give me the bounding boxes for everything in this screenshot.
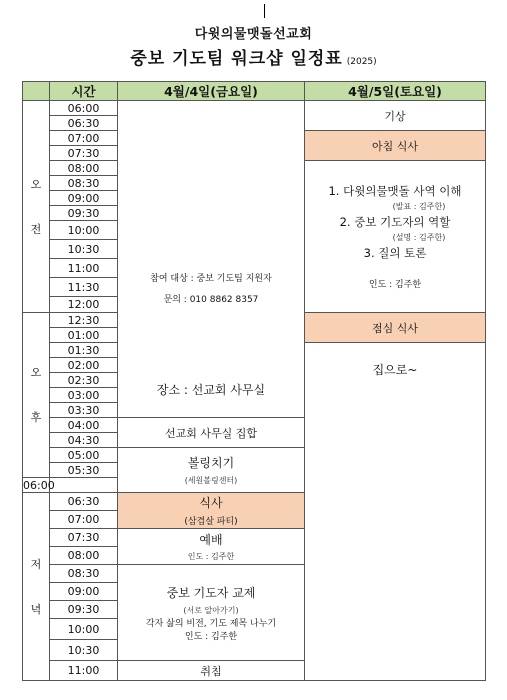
time-cell: 07:00 bbox=[50, 511, 118, 529]
time-cell: 11:00 bbox=[50, 259, 118, 278]
venue-text: 장소 : 선교회 사무실 bbox=[156, 382, 266, 397]
period-afternoon-char2: 후 bbox=[30, 411, 42, 424]
time-cell: 06:30 bbox=[50, 493, 118, 511]
time-cell: 10:30 bbox=[50, 640, 118, 661]
time-cell: 12:00 bbox=[50, 297, 118, 313]
time-cell: 02:00 bbox=[50, 358, 118, 373]
program-leader: 인도 : 김주한 bbox=[368, 279, 422, 290]
header-row bbox=[23, 82, 486, 101]
bowling-place: (세원볼링센터) bbox=[184, 476, 238, 485]
page-title bbox=[0, 44, 507, 69]
fellowship-cell bbox=[118, 565, 305, 661]
time-cell: 08:00 bbox=[50, 547, 118, 565]
time-cell: 05:30 bbox=[50, 463, 118, 478]
fellowship-detail: 각자 삶의 비전, 기도 제목 나누기 bbox=[145, 618, 277, 629]
schedule-table bbox=[22, 81, 486, 681]
worship-text: 예배 bbox=[199, 533, 223, 547]
time-cell: 04:30 bbox=[50, 433, 118, 448]
organization-name: 다윗의물맷돌선교회 bbox=[194, 27, 313, 42]
dinner-text: 식사 bbox=[199, 496, 223, 510]
title-text: 중보 기도팀 워크샵 일정표 bbox=[130, 49, 343, 69]
gather-cell: 선교회 사무실 집합 bbox=[118, 418, 305, 448]
time-cell: 09:30 bbox=[50, 206, 118, 221]
period-evening-char2: 녁 bbox=[30, 602, 42, 616]
time-cell: 07:30 bbox=[50, 146, 118, 161]
breakfast-cell: 아침 식사 bbox=[305, 131, 486, 161]
time-cell: 11:30 bbox=[50, 278, 118, 297]
day1-header: 4월/4일(금요일) bbox=[118, 82, 305, 101]
program-item-1-note: (발표 : 김주한) bbox=[392, 201, 446, 211]
contact-text: 문의 : 010 8862 8357 bbox=[163, 294, 259, 305]
dinner-cell bbox=[118, 493, 305, 529]
time-cell: 09:00 bbox=[50, 191, 118, 206]
time-cell: 08:00 bbox=[50, 161, 118, 176]
time-cell: 12:30 bbox=[50, 313, 118, 328]
period-header bbox=[23, 82, 50, 101]
time-cell: 02:30 bbox=[50, 373, 118, 388]
period-evening-char1: 저 bbox=[30, 557, 42, 571]
time-cell: 05:00 bbox=[50, 448, 118, 463]
time-cell: 10:00 bbox=[50, 619, 118, 640]
bedtime-cell: 취침 bbox=[118, 661, 305, 681]
text-cursor bbox=[264, 4, 265, 18]
time-cell: 10:30 bbox=[50, 240, 118, 259]
period-afternoon bbox=[23, 313, 50, 478]
time-cell: 04:00 bbox=[50, 418, 118, 433]
bowling-cell bbox=[118, 448, 305, 493]
day1-intro-cell bbox=[118, 101, 305, 418]
time-cell: 06:00 bbox=[50, 101, 118, 116]
day2-header: 4월/5일(토요일) bbox=[305, 82, 486, 101]
time-header: 시간 bbox=[50, 82, 118, 101]
time-cell: 06:00 bbox=[23, 478, 55, 492]
period-morning-char2: 전 bbox=[30, 222, 42, 236]
worship-leader: 인도 : 김주한 bbox=[187, 552, 235, 561]
fellowship-text: 중보 기도자 교제 bbox=[166, 585, 256, 600]
time-cell: 01:30 bbox=[50, 343, 118, 358]
time-cell: 06:30 bbox=[50, 116, 118, 131]
program-item-2: 2. 중보 기도자의 역할 bbox=[339, 214, 451, 229]
time-cell: 03:30 bbox=[50, 403, 118, 418]
time-cell: 09:30 bbox=[50, 601, 118, 619]
title-year: (2025) bbox=[346, 57, 377, 67]
time-cell: 10:00 bbox=[50, 221, 118, 240]
time-cell: 07:00 bbox=[50, 131, 118, 146]
time-cell: 07:30 bbox=[50, 529, 118, 547]
go-home-text: 집으로~ bbox=[372, 363, 418, 377]
time-cell: 11:00 bbox=[50, 661, 118, 681]
fellowship-note: (서로 알아가기) bbox=[183, 605, 239, 615]
period-morning bbox=[23, 101, 50, 313]
period-morning-char1: 오 bbox=[30, 177, 42, 191]
period-evening bbox=[23, 493, 50, 681]
time-cell: 01:00 bbox=[50, 328, 118, 343]
program-item-1: 1. 다윗의물맷돌 사역 이해 bbox=[328, 183, 462, 198]
day2-program-cell bbox=[305, 161, 486, 313]
time-cell: 08:30 bbox=[50, 176, 118, 191]
day2-departure-cell bbox=[305, 343, 486, 681]
program-item-2-note: (설명 : 김주한) bbox=[392, 232, 446, 242]
time-cell: 09:00 bbox=[50, 583, 118, 601]
program-item-3: 3. 질의 토론 bbox=[363, 245, 427, 260]
time-cell: 03:00 bbox=[50, 388, 118, 403]
wake-up-cell: 기상 bbox=[305, 101, 486, 131]
dinner-note: (삼겹살 파티) bbox=[184, 517, 238, 527]
period-afternoon-char1: 오 bbox=[30, 366, 42, 379]
worship-cell bbox=[118, 529, 305, 565]
fellowship-leader: 인도 : 김주한 bbox=[184, 631, 238, 642]
time-cell: 08:30 bbox=[50, 565, 118, 583]
lunch-cell: 점심 식사 bbox=[305, 313, 486, 343]
bowling-text: 볼링치기 bbox=[187, 456, 235, 470]
participants-text: 참여 대상 : 중보 기도팀 지원자 bbox=[150, 273, 272, 284]
